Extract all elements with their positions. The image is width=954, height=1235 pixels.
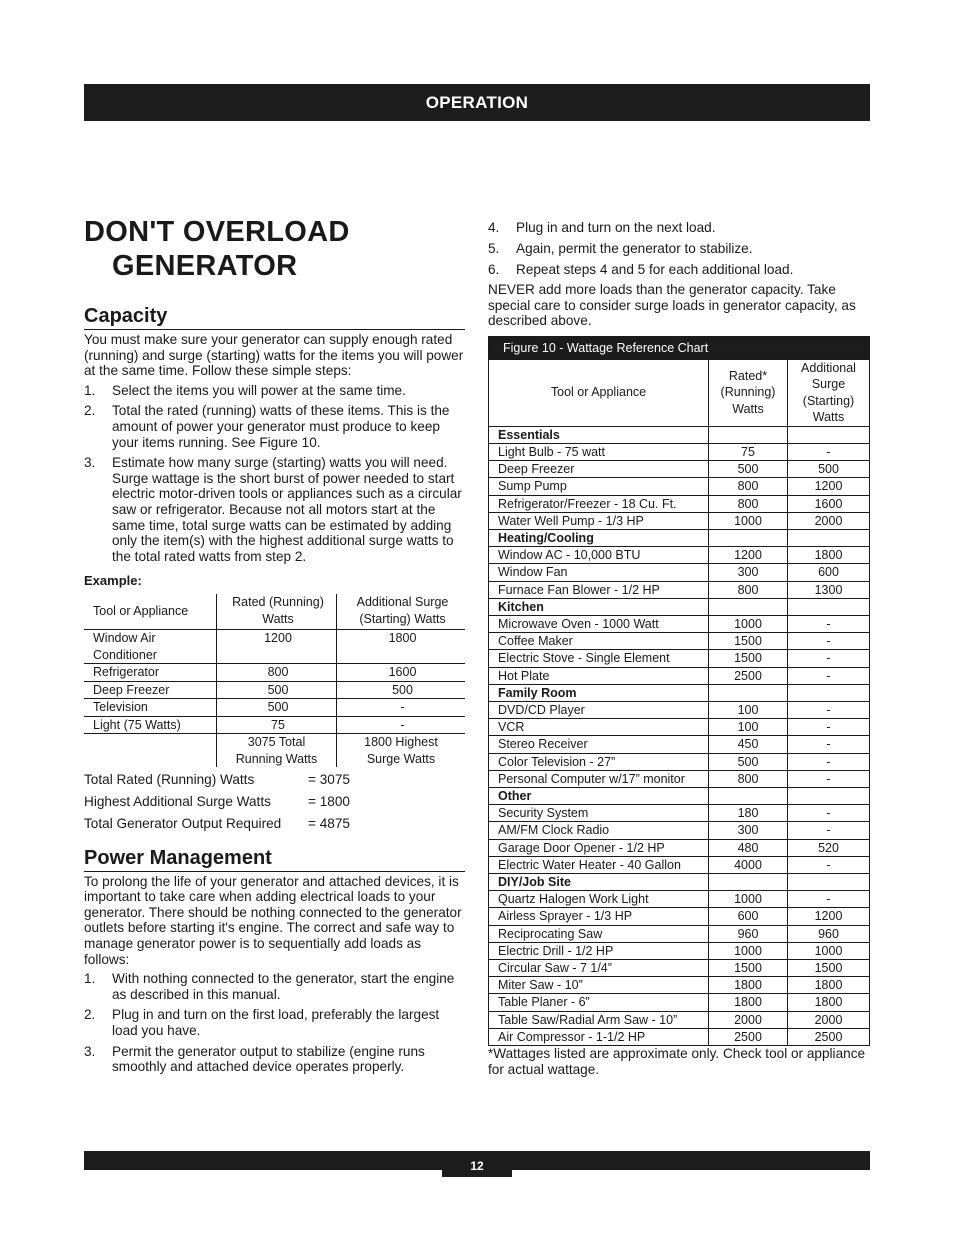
example-cell: Light (75 Watts) bbox=[84, 716, 217, 734]
chart-empty-cell bbox=[709, 788, 788, 805]
chart-appliance-cell: Quartz Halogen Work Light bbox=[489, 891, 709, 908]
chart-appliance-cell: Light Bulb - 75 watt bbox=[489, 443, 709, 460]
chart-header-surge: Additional Surge (Starting) Watts bbox=[788, 359, 870, 426]
page-number-tab bbox=[442, 1151, 512, 1177]
chart-rated-cell: 2500 bbox=[709, 1028, 788, 1045]
chart-appliance-cell: Furnace Fan Blower - 1/2 HP bbox=[489, 581, 709, 598]
chart-surge-cell: 2500 bbox=[788, 1028, 870, 1045]
chart-appliance-cell: Airless Sprayer - 1/3 HP bbox=[489, 908, 709, 925]
chart-surge-cell: - bbox=[788, 891, 870, 908]
example-row bbox=[84, 664, 465, 682]
summary-row bbox=[84, 791, 465, 813]
chart-surge-cell: 1500 bbox=[788, 960, 870, 977]
chart-appliance-cell: AM/FM Clock Radio bbox=[489, 822, 709, 839]
example-total-cell bbox=[84, 734, 217, 768]
chart-appliance-cell: Electric Stove - Single Element bbox=[489, 650, 709, 667]
chart-row bbox=[489, 443, 870, 460]
chart-row bbox=[489, 856, 870, 873]
example-table-header bbox=[84, 594, 465, 630]
summary-value: = 1800 bbox=[308, 794, 350, 810]
step-number: 4. bbox=[488, 220, 500, 235]
chart-rated-cell: 480 bbox=[709, 839, 788, 856]
chart-surge-cell: - bbox=[788, 615, 870, 632]
chart-empty-cell bbox=[788, 684, 870, 701]
chart-appliance-cell: Stereo Receiver bbox=[489, 736, 709, 753]
power-management-step bbox=[84, 1007, 465, 1038]
chart-row bbox=[489, 891, 870, 908]
chart-column-headers bbox=[489, 359, 870, 426]
chart-row bbox=[489, 822, 870, 839]
summary-row bbox=[84, 813, 465, 835]
chart-rated-cell: 1200 bbox=[709, 547, 788, 564]
example-cell: Window Air Conditioner bbox=[84, 630, 217, 664]
chart-surge-cell: 1800 bbox=[788, 547, 870, 564]
chart-category-row bbox=[489, 598, 870, 615]
section-label: OPERATION bbox=[425, 93, 529, 112]
chart-row bbox=[489, 805, 870, 822]
example-total-cell: 3075 Total Running Watts bbox=[217, 734, 337, 768]
summary-value: = 3075 bbox=[308, 772, 350, 788]
chart-category-name: Kitchen bbox=[489, 598, 709, 615]
chart-rated-cell: 1500 bbox=[709, 960, 788, 977]
chart-row bbox=[489, 512, 870, 529]
chart-surge-cell: - bbox=[788, 719, 870, 736]
chart-row bbox=[489, 650, 870, 667]
chart-rated-cell: 100 bbox=[709, 719, 788, 736]
chart-row bbox=[489, 478, 870, 495]
chart-rated-cell: 450 bbox=[709, 736, 788, 753]
chart-category-name: Heating/Cooling bbox=[489, 529, 709, 546]
chart-category-row bbox=[489, 788, 870, 805]
step-text: Total the rated (running) watts of these items. This is the amount of power your generator must produce to keep your items running. See Figure 10. bbox=[112, 403, 450, 450]
chart-row bbox=[489, 615, 870, 632]
capacity-steps-list bbox=[84, 383, 465, 565]
chart-surge-cell: 1800 bbox=[788, 994, 870, 1011]
summary-label: Total Generator Output Required bbox=[84, 815, 282, 831]
chart-rated-cell: 100 bbox=[709, 701, 788, 718]
chart-surge-cell: - bbox=[788, 770, 870, 787]
chart-category-name: DIY/Job Site bbox=[489, 874, 709, 891]
summary-value: = 4875 bbox=[308, 815, 350, 831]
chart-appliance-cell: Window AC - 10,000 BTU bbox=[489, 547, 709, 564]
chart-row bbox=[489, 942, 870, 959]
chart-caption-row bbox=[489, 336, 870, 359]
example-row bbox=[84, 699, 465, 717]
chart-rated-cell: 800 bbox=[709, 478, 788, 495]
chart-empty-cell bbox=[788, 874, 870, 891]
chart-category-row bbox=[489, 426, 870, 443]
step-number: 1. bbox=[84, 971, 96, 987]
example-totals-row bbox=[84, 734, 465, 768]
chart-surge-cell: - bbox=[788, 822, 870, 839]
chart-row bbox=[489, 495, 870, 512]
chart-surge-cell: 500 bbox=[788, 461, 870, 478]
page-number: 12 bbox=[470, 1159, 484, 1173]
chart-surge-cell: - bbox=[788, 856, 870, 873]
chart-surge-cell: - bbox=[788, 753, 870, 770]
step-text: Permit the generator output to stabilize (engine runs smoothly and attached device operates properly. bbox=[112, 1043, 425, 1075]
chart-category-name: Essentials bbox=[489, 426, 709, 443]
example-cell: 500 bbox=[337, 681, 466, 699]
chart-empty-cell bbox=[709, 598, 788, 615]
power-management-step bbox=[488, 220, 870, 236]
chart-appliance-cell: Electric Drill - 1/2 HP bbox=[489, 942, 709, 959]
power-management-step bbox=[488, 241, 870, 257]
example-row bbox=[84, 681, 465, 699]
chart-surge-cell: 1200 bbox=[788, 908, 870, 925]
chart-category-row bbox=[489, 684, 870, 701]
power-management-steps-list bbox=[84, 971, 465, 1075]
chart-row bbox=[489, 564, 870, 581]
chart-appliance-cell: Microwave Oven - 1000 Watt bbox=[489, 615, 709, 632]
page-title-line2: GENERATOR bbox=[112, 250, 298, 282]
example-total-cell: 1800 Highest Surge Watts bbox=[337, 734, 466, 768]
chart-row bbox=[489, 839, 870, 856]
summary-row bbox=[84, 769, 465, 791]
chart-appliance-cell: Water Well Pump - 1/3 HP bbox=[489, 512, 709, 529]
example-cell: Television bbox=[84, 699, 217, 717]
chart-header-rated: Rated* (Running) Watts bbox=[709, 359, 788, 426]
chart-row bbox=[489, 461, 870, 478]
chart-rated-cell: 1000 bbox=[709, 615, 788, 632]
chart-surge-cell: 1600 bbox=[788, 495, 870, 512]
chart-rated-cell: 1000 bbox=[709, 942, 788, 959]
chart-appliance-cell: Miter Saw - 10” bbox=[489, 977, 709, 994]
chart-surge-cell: 520 bbox=[788, 839, 870, 856]
chart-empty-cell bbox=[788, 788, 870, 805]
example-cell: 500 bbox=[217, 699, 337, 717]
chart-appliance-cell: Garage Door Opener - 1/2 HP bbox=[489, 839, 709, 856]
step-number: 1. bbox=[84, 382, 96, 398]
chart-rated-cell: 800 bbox=[709, 581, 788, 598]
overload-warning: NEVER add more loads than the generator capacity. Take special care to consider surge loads in generator capacity, as described above. bbox=[488, 281, 856, 329]
chart-appliance-cell: DVD/CD Player bbox=[489, 701, 709, 718]
chart-body bbox=[489, 426, 870, 1045]
chart-rated-cell: 500 bbox=[709, 461, 788, 478]
section-header-bar bbox=[84, 84, 870, 121]
chart-surge-cell: 2000 bbox=[788, 1011, 870, 1028]
chart-rated-cell: 4000 bbox=[709, 856, 788, 873]
chart-surge-cell: 960 bbox=[788, 925, 870, 942]
chart-rated-cell: 2000 bbox=[709, 1011, 788, 1028]
chart-caption: Figure 10 - Wattage Reference Chart bbox=[489, 336, 870, 359]
chart-rated-cell: 960 bbox=[709, 925, 788, 942]
chart-appliance-cell: Sump Pump bbox=[489, 478, 709, 495]
example-cell: Refrigerator bbox=[84, 664, 217, 682]
example-cell: 800 bbox=[217, 664, 337, 682]
example-cell: 1600 bbox=[337, 664, 466, 682]
wattage-summary bbox=[84, 769, 465, 834]
capacity-step bbox=[84, 455, 465, 564]
chart-empty-cell bbox=[709, 529, 788, 546]
chart-empty-cell bbox=[788, 529, 870, 546]
step-number: 2. bbox=[84, 1007, 96, 1023]
chart-surge-cell: - bbox=[788, 667, 870, 684]
chart-empty-cell bbox=[709, 426, 788, 443]
example-header-appliance: Tool or Appliance bbox=[84, 594, 217, 630]
right-column bbox=[488, 220, 870, 1077]
summary-label: Total Rated (Running) Watts bbox=[84, 772, 255, 788]
power-management-heading: Power Management bbox=[84, 846, 465, 872]
chart-rated-cell: 300 bbox=[709, 822, 788, 839]
power-management-intro: To prolong the life of your generator and attached devices, it is important to take care when adding electrical loads to your generator. There should be nothing connected to the generator outlets before starting it's engine. The correct and safe way to manage generator power is to sequentially add loads as follows: bbox=[84, 873, 462, 967]
chart-rated-cell: 500 bbox=[709, 753, 788, 770]
chart-header-appliance: Tool or Appliance bbox=[489, 359, 709, 426]
chart-row bbox=[489, 925, 870, 942]
chart-category-name: Other bbox=[489, 788, 709, 805]
chart-row bbox=[489, 547, 870, 564]
chart-row bbox=[489, 701, 870, 718]
chart-rated-cell: 600 bbox=[709, 908, 788, 925]
chart-row bbox=[489, 770, 870, 787]
chart-row bbox=[489, 994, 870, 1011]
step-number: 5. bbox=[488, 240, 500, 256]
chart-category-name: Family Room bbox=[489, 684, 709, 701]
chart-appliance-cell: Reciprocating Saw bbox=[489, 925, 709, 942]
step-text: Estimate how many surge (starting) watts you will need. Surge wattage is the short burst of power needed to start electric motor-driven tools or appliances such as a circular saw or refrigerator. Because not all motors start at the same time, total surge watts can be estimated by adding only the item(s) with the highest additional surge watts to the total rated watts from step 2. bbox=[112, 455, 462, 564]
chart-surge-cell: - bbox=[788, 805, 870, 822]
capacity-step bbox=[84, 403, 465, 450]
power-management-step bbox=[84, 971, 465, 1002]
chart-appliance-cell: Color Television - 27” bbox=[489, 753, 709, 770]
chart-appliance-cell: Window Fan bbox=[489, 564, 709, 581]
step-text: Plug in and turn on the next load. bbox=[516, 220, 716, 235]
chart-rated-cell: 800 bbox=[709, 770, 788, 787]
chart-appliance-cell: Air Compressor - 1-1/2 HP bbox=[489, 1028, 709, 1045]
chart-row bbox=[489, 736, 870, 753]
chart-rated-cell: 1500 bbox=[709, 633, 788, 650]
power-management-step bbox=[84, 1044, 465, 1075]
chart-empty-cell bbox=[788, 426, 870, 443]
chart-appliance-cell: Table Saw/Radial Arm Saw - 10” bbox=[489, 1011, 709, 1028]
example-cell: 500 bbox=[217, 681, 337, 699]
example-cell: 75 bbox=[217, 716, 337, 734]
step-number: 2. bbox=[84, 403, 96, 419]
step-text: Plug in and turn on the first load, preferably the largest load you have. bbox=[112, 1007, 440, 1039]
chart-rated-cell: 800 bbox=[709, 495, 788, 512]
chart-surge-cell: - bbox=[788, 650, 870, 667]
chart-appliance-cell: Electric Water Heater - 40 Gallon bbox=[489, 856, 709, 873]
page-title bbox=[84, 215, 465, 283]
chart-surge-cell: 1000 bbox=[788, 942, 870, 959]
step-text: Again, permit the generator to stabilize. bbox=[516, 240, 753, 256]
step-text: With nothing connected to the generator, start the engine as described in this manual. bbox=[112, 971, 455, 1002]
power-management-step bbox=[488, 262, 870, 278]
example-cell: - bbox=[337, 699, 466, 717]
example-cell: 1800 bbox=[337, 630, 466, 664]
chart-empty-cell bbox=[709, 684, 788, 701]
chart-row bbox=[489, 667, 870, 684]
chart-surge-cell: 1300 bbox=[788, 581, 870, 598]
chart-appliance-cell: Hot Plate bbox=[489, 667, 709, 684]
example-table-body bbox=[84, 630, 465, 768]
chart-rated-cell: 2500 bbox=[709, 667, 788, 684]
chart-row bbox=[489, 753, 870, 770]
chart-rated-cell: 1800 bbox=[709, 977, 788, 994]
chart-footnote: *Wattages listed are approximate only. Check tool or appliance for actual wattage. bbox=[488, 1046, 866, 1077]
chart-row bbox=[489, 581, 870, 598]
step-text: Select the items you will power at the same time. bbox=[112, 382, 406, 398]
chart-surge-cell: 1800 bbox=[788, 977, 870, 994]
chart-category-row bbox=[489, 874, 870, 891]
chart-surge-cell: - bbox=[788, 633, 870, 650]
example-cell: - bbox=[337, 716, 466, 734]
chart-row bbox=[489, 977, 870, 994]
chart-surge-cell: 600 bbox=[788, 564, 870, 581]
example-label: Example: bbox=[84, 573, 142, 589]
chart-rated-cell: 1000 bbox=[709, 891, 788, 908]
chart-surge-cell: 2000 bbox=[788, 512, 870, 529]
chart-surge-cell: - bbox=[788, 443, 870, 460]
capacity-intro: You must make sure your generator can supply enough rated (running) and surge (starting) watts for the items you will power at the same time. Follow these simple steps: bbox=[84, 332, 464, 379]
example-row bbox=[84, 630, 465, 664]
chart-rated-cell: 300 bbox=[709, 564, 788, 581]
chart-appliance-cell: Security System bbox=[489, 805, 709, 822]
chart-empty-cell bbox=[788, 598, 870, 615]
chart-row bbox=[489, 1028, 870, 1045]
capacity-step bbox=[84, 383, 465, 399]
chart-rated-cell: 1800 bbox=[709, 994, 788, 1011]
chart-appliance-cell: Coffee Maker bbox=[489, 633, 709, 650]
example-cell: 1200 bbox=[217, 630, 337, 664]
summary-label: Highest Additional Surge Watts bbox=[84, 794, 271, 810]
chart-rated-cell: 1500 bbox=[709, 650, 788, 667]
chart-row bbox=[489, 1011, 870, 1028]
chart-rated-cell: 180 bbox=[709, 805, 788, 822]
left-column bbox=[84, 215, 465, 1080]
step-number: 6. bbox=[488, 261, 500, 277]
chart-category-row bbox=[489, 529, 870, 546]
example-header-surge: Additional Surge (Starting) Watts bbox=[337, 594, 466, 630]
step-number: 3. bbox=[84, 455, 96, 471]
capacity-heading: Capacity bbox=[84, 304, 465, 330]
example-cell: Deep Freezer bbox=[84, 681, 217, 699]
chart-row bbox=[489, 633, 870, 650]
page-title-line1: DON'T OVERLOAD bbox=[84, 216, 350, 248]
step-number: 3. bbox=[84, 1043, 96, 1059]
chart-rated-cell: 1000 bbox=[709, 512, 788, 529]
chart-appliance-cell: Circular Saw - 7 1/4” bbox=[489, 960, 709, 977]
chart-appliance-cell: Refrigerator/Freezer - 18 Cu. Ft. bbox=[489, 495, 709, 512]
chart-row bbox=[489, 719, 870, 736]
chart-rated-cell: 75 bbox=[709, 443, 788, 460]
chart-surge-cell: - bbox=[788, 701, 870, 718]
example-header-rated: Rated (Running) Watts bbox=[217, 594, 337, 630]
chart-appliance-cell: Deep Freezer bbox=[489, 461, 709, 478]
chart-appliance-cell: VCR bbox=[489, 719, 709, 736]
chart-row bbox=[489, 908, 870, 925]
chart-row bbox=[489, 960, 870, 977]
example-row bbox=[84, 716, 465, 734]
chart-appliance-cell: Personal Computer w/17” monitor bbox=[489, 770, 709, 787]
wattage-reference-chart bbox=[488, 336, 870, 1046]
example-table bbox=[84, 594, 465, 767]
chart-surge-cell: 1200 bbox=[788, 478, 870, 495]
chart-surge-cell: - bbox=[788, 736, 870, 753]
power-management-steps-continued bbox=[488, 220, 870, 278]
chart-empty-cell bbox=[709, 874, 788, 891]
chart-appliance-cell: Table Planer - 6” bbox=[489, 994, 709, 1011]
step-text: Repeat steps 4 and 5 for each additional load. bbox=[516, 261, 794, 277]
